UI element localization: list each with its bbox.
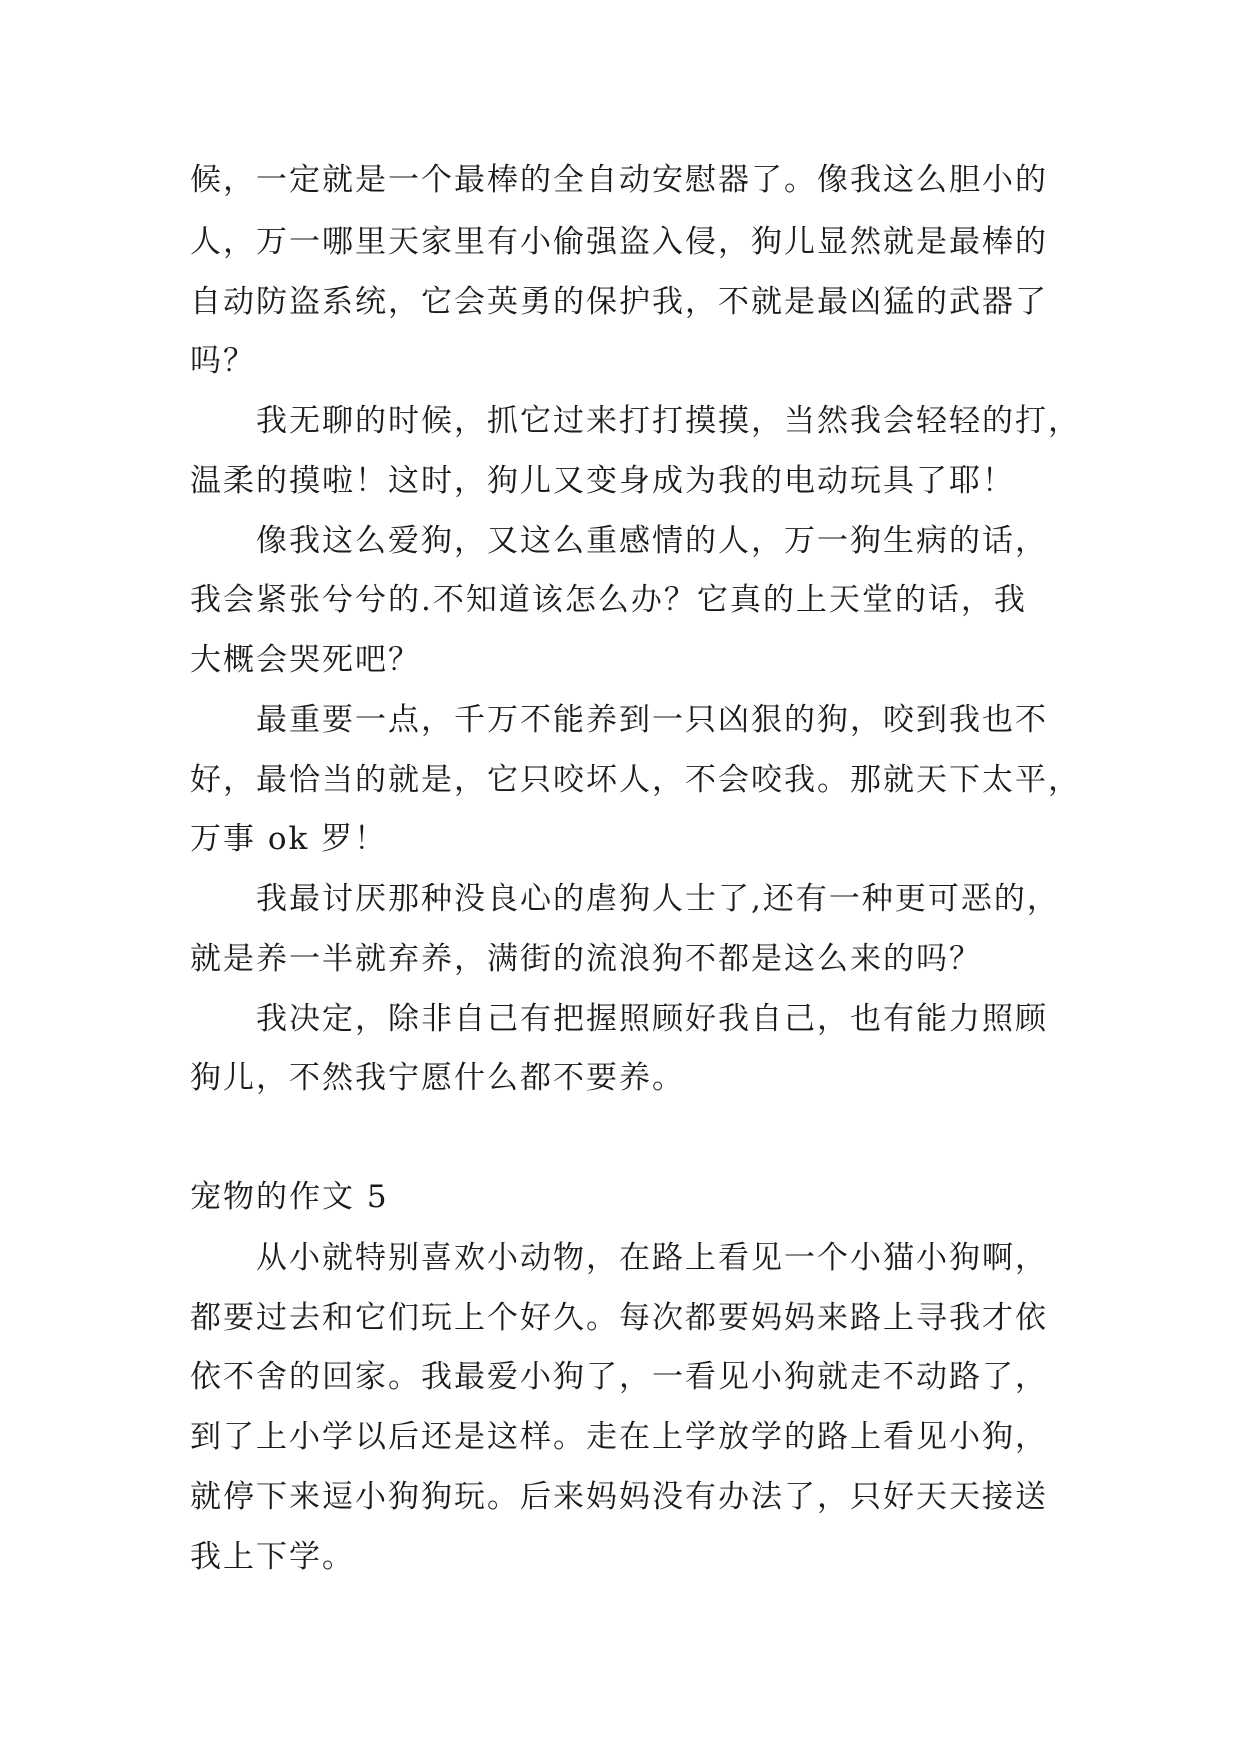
paragraph-first-line: 我无聊的时候，抓它过来打打摸摸，当然我会轻轻的打， [256, 403, 1081, 439]
text-line: 温柔的摸啦！这时，狗儿又变身成为我的电动玩具了耶！ [190, 463, 1015, 499]
text-line: 我上下学。 [190, 1539, 355, 1575]
text-line: 大概会哭死吧？ [190, 642, 421, 678]
text-line: 就停下来逗小狗狗玩。后来妈妈没有办法了，只好天天接送 [190, 1479, 1048, 1515]
text-line: 我会紧张兮兮的.不知道该怎么办？它真的上天堂的话，我 [190, 582, 1027, 618]
text-line: 依不舍的回家。我最爱小狗了，一看见小狗就走不动路了， [190, 1359, 1048, 1395]
text-line: 都要过去和它们玩上个好久。每次都要妈妈来路上寻我才依 [190, 1300, 1048, 1336]
paragraph-first-line: 从小就特别喜欢小动物，在路上看见一个小猫小狗啊， [256, 1240, 1048, 1276]
text-line: 到了上小学以后还是这样。走在上学放学的路上看见小狗， [190, 1419, 1048, 1455]
text-line: 万事 ok 罗！ [190, 821, 388, 857]
text-line: 人，万一哪里天家里有小偷强盗入侵，狗儿显然就是最棒的 [190, 224, 1048, 260]
section-heading: 宠物的作文 5 [190, 1179, 389, 1215]
text-line: 候，一定就是一个最棒的全自动安慰器了。像我这么胆小的 [190, 162, 1048, 198]
text-line: 好，最恰当的就是，它只咬坏人，不会咬我。那就天下太平， [190, 762, 1081, 798]
paragraph-first-line: 最重要一点，千万不能养到一只凶狠的狗，咬到我也不 [256, 702, 1048, 738]
paragraph-first-line: 我最讨厌那种没良心的虐狗人士了,还有一种更可恶的， [256, 881, 1060, 917]
text-line: 自动防盗系统，它会英勇的保护我，不就是最凶猛的武器了 [190, 284, 1048, 320]
paragraph-first-line: 像我这么爱狗，又这么重感情的人，万一狗生病的话， [256, 523, 1048, 559]
paragraph-first-line: 我决定，除非自己有把握照顾好我自己，也有能力照顾 [256, 1001, 1048, 1037]
text-line: 吗？ [190, 343, 256, 379]
text-line: 就是养一半就弃养，满街的流浪狗不都是这么来的吗？ [190, 941, 982, 977]
text-line: 狗儿，不然我宁愿什么都不要养。 [190, 1060, 685, 1096]
